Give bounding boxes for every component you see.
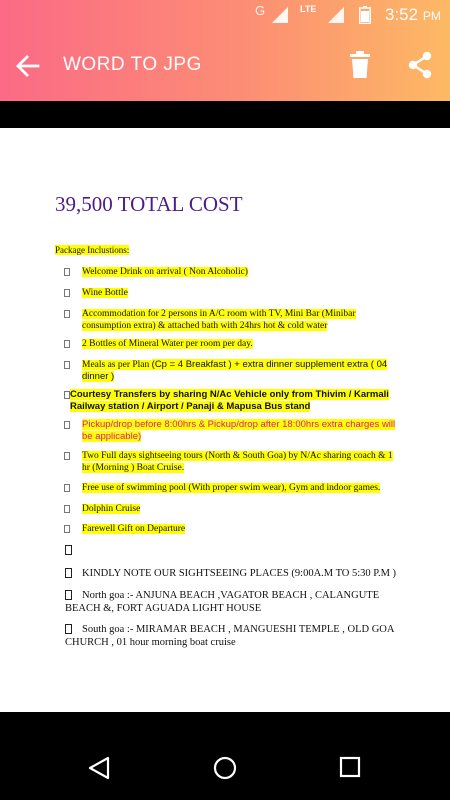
checkbox-glyph-icon xyxy=(64,525,70,533)
clock-time: 3:52 xyxy=(385,5,419,24)
list-item-text: 2 Bottles of Mineral Water per room per day. xyxy=(82,339,253,349)
back-arrow-icon[interactable] xyxy=(14,52,42,80)
list-item xyxy=(82,359,402,383)
list-item-text: Welcome Drink on arrival ( Non Alcoholic) xyxy=(82,267,248,277)
signal-icon xyxy=(328,7,344,23)
app-bar xyxy=(0,0,450,101)
list-item-text: Courtesy Transfers by sharing N/Ac Vehicle only from Thivim / Karmali Railway station / Airport / Panaji & Mapusa Bus stand xyxy=(70,389,389,412)
list-item-text: Dolphin Cruise xyxy=(82,504,141,514)
list-item-text: (Cp = 4 Breakfast ) + extra dinner supplement extra ( 04 dinner ) xyxy=(82,359,388,382)
share-icon[interactable] xyxy=(407,51,433,79)
checkbox-glyph-icon xyxy=(65,545,72,555)
checkbox-glyph-icon xyxy=(64,484,70,492)
signal-icon xyxy=(272,7,288,23)
list-item-text: Accommodation for 2 persons in A/C room with TV, Mini Bar (Minibar consumption extra) & attached bath with 24hrs hot & cold water xyxy=(82,309,356,331)
list-item xyxy=(82,419,402,443)
checkbox-glyph-icon xyxy=(65,568,72,578)
package-label xyxy=(55,245,129,255)
network-indicator: G xyxy=(255,3,266,18)
sightseeing-note: KINDLY NOTE OUR SIGHTSEEING PLACES (9:00A.M TO 5:30 P.M ) xyxy=(82,568,397,579)
page-title: WORD TO JPG xyxy=(63,54,202,75)
nav-back-icon[interactable] xyxy=(88,756,110,780)
trash-icon[interactable] xyxy=(348,51,372,79)
list-item xyxy=(70,389,400,413)
list-item-text: Two Full days sightseeing tours (North & South Goa) by N/Ac sharing coach & 1 hr (Morning ) Boat Cruise. xyxy=(82,451,393,473)
package-label-text: Package Inclustions: xyxy=(55,245,130,255)
toolbar xyxy=(0,30,450,101)
list-item xyxy=(82,503,402,515)
checkbox-glyph-icon xyxy=(64,340,70,348)
checkbox-glyph-icon xyxy=(64,452,70,460)
checkbox-glyph-icon xyxy=(64,361,70,369)
list-item-text: Wine Bottle xyxy=(82,288,128,298)
south-goa-places: South goa :- MIRAMAR BEACH , MANGUESHI TEMPLE , OLD GOA CHURCH , 01 hour morning boat cruise xyxy=(65,624,394,648)
checkbox-glyph-icon xyxy=(64,268,70,276)
list-item xyxy=(82,450,402,474)
status-bar xyxy=(0,0,450,30)
checkbox-glyph-icon xyxy=(64,310,70,318)
list-item-text: Free use of swimming pool (With proper swim wear), Gym and indoor games. xyxy=(82,483,381,493)
system-nav-bar xyxy=(0,712,450,800)
list-item xyxy=(82,523,402,535)
document-title: 39,500 TOTAL COST xyxy=(55,192,243,216)
document-top-border xyxy=(0,101,450,128)
battery-icon xyxy=(359,6,371,24)
checkbox-glyph-icon xyxy=(64,505,70,513)
list-item xyxy=(82,338,402,350)
list-item-text: Meals as per Plan xyxy=(82,360,152,370)
list-item-text: Pickup/drop before 8:00hrs & Pickup/drop after 18:00hrs extra charges will be applicable) xyxy=(82,419,396,442)
lte-label: LTE xyxy=(300,4,317,14)
checkbox-glyph-icon xyxy=(64,289,70,297)
list-item xyxy=(82,308,402,332)
clock-ampm: PM xyxy=(422,9,441,23)
north-goa-places: North goa :- ANJUNA BEACH ,VAGATOR BEACH , CALANGUTE BEACH &, FORT AGUADA LIGHT HOUSE xyxy=(65,590,380,614)
list-item xyxy=(82,266,402,278)
nav-home-icon[interactable] xyxy=(213,756,237,780)
list-item xyxy=(82,482,402,494)
clock xyxy=(385,5,441,25)
nav-recents-icon[interactable] xyxy=(339,756,361,778)
list-item xyxy=(82,287,402,299)
converted-document-image[interactable] xyxy=(0,128,450,712)
list-item-text: Farewell Gift on Departure xyxy=(82,524,186,534)
checkbox-glyph-icon xyxy=(64,421,70,429)
